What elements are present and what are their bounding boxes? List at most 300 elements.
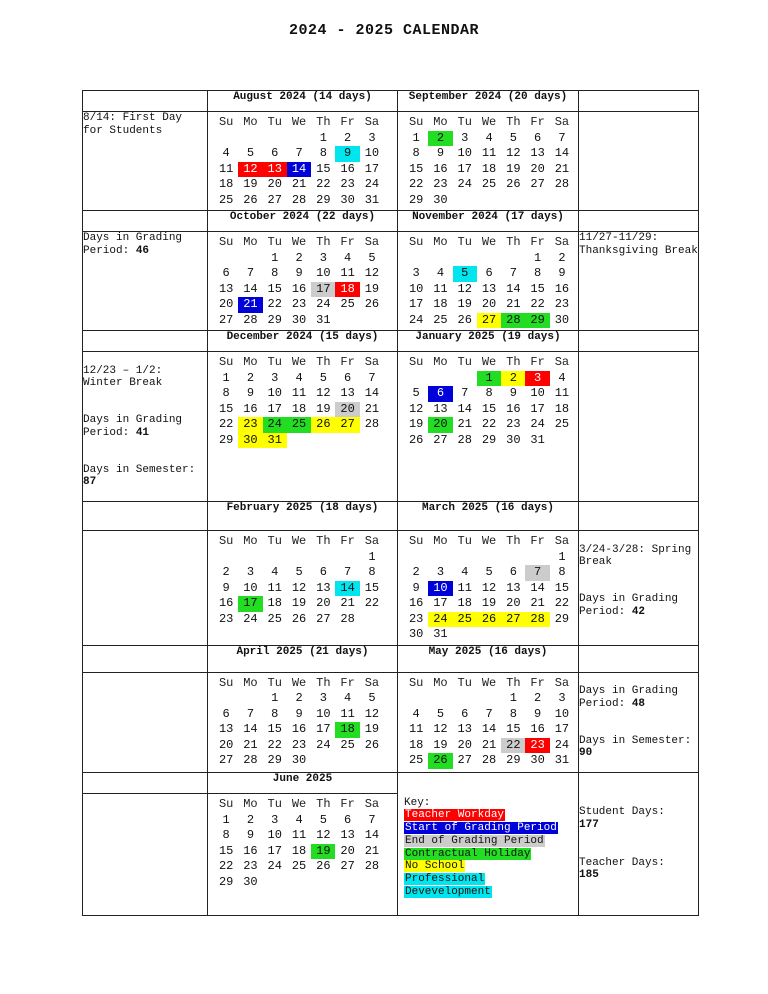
day-cell: 14	[364, 828, 380, 842]
day-cell: 14	[481, 722, 497, 736]
day-cell: 13	[506, 580, 521, 595]
blank-day	[238, 550, 262, 566]
note-label: Days in Semester:	[579, 734, 692, 747]
weekday-label: Su	[408, 355, 424, 369]
blank-day	[404, 251, 428, 267]
weekday-label: Su	[218, 355, 234, 369]
day-cell: 15	[530, 281, 545, 296]
weekday-label: Mo	[433, 115, 448, 129]
blank-day	[453, 691, 477, 707]
day-cell: 18	[291, 401, 307, 416]
legend-item	[404, 873, 574, 886]
day-cell: 20	[218, 737, 234, 752]
note-label: Days in Grading Period:	[83, 232, 183, 257]
note-winter-text: 12/23 – 1/2: Winter Break	[83, 364, 163, 389]
day-cell: 16	[433, 161, 448, 176]
weekday-label: Sa	[554, 534, 570, 548]
day-cell: 18	[335, 282, 359, 298]
legend-item	[404, 848, 574, 861]
day-cell: 27	[335, 417, 359, 433]
empty-cell	[579, 352, 699, 502]
day-cell: 2	[412, 565, 420, 579]
day-cell: 15	[267, 281, 282, 296]
blank-day	[477, 691, 501, 707]
day-cell: 18	[291, 843, 307, 858]
day-cell: 15	[481, 401, 497, 416]
day-cell: 22	[218, 859, 234, 873]
day-cell: 10	[267, 828, 282, 842]
blank-day	[453, 251, 477, 267]
blank-day	[238, 691, 262, 707]
day-cell: 23	[218, 611, 234, 626]
day-cell: 30	[530, 753, 545, 767]
day-cell: 8	[509, 706, 517, 721]
day-cell: 27	[477, 313, 501, 329]
month-grid-sep	[398, 112, 579, 211]
day-cell: 3	[271, 812, 279, 827]
day-cell: 11	[267, 580, 282, 595]
day-cell: 2	[246, 370, 255, 385]
blank-day	[477, 251, 501, 267]
day-cell: 21	[554, 161, 570, 176]
day-cell: 24	[316, 737, 331, 752]
note-first-day: 8/14: First Day for Students	[83, 112, 208, 211]
day-cell: 16	[291, 722, 307, 736]
day-cell: 16	[218, 596, 234, 610]
day-cell: 13	[481, 281, 497, 296]
day-cell: 15	[218, 843, 234, 858]
day-cell: 2	[295, 250, 303, 265]
weekday-label: Tu	[457, 235, 472, 249]
weekday-label: We	[291, 797, 307, 811]
day-cell: 1	[368, 549, 376, 564]
day-cell: 7	[246, 706, 255, 721]
day-cell: 18	[218, 177, 234, 191]
note-winter-break	[83, 352, 208, 502]
weekday-label: Fr	[340, 355, 355, 369]
day-cell: 19	[457, 297, 472, 311]
empty-cell	[83, 773, 208, 794]
day-cell: 7	[368, 812, 376, 827]
day-cell: 21	[364, 843, 380, 858]
day-cell: 19	[408, 417, 424, 431]
day-cell: 7	[344, 565, 352, 579]
day-cell: 30	[506, 432, 521, 447]
day-cell: 15	[554, 580, 570, 595]
day-cell: 9	[509, 386, 517, 400]
weekday-label: Tu	[267, 534, 282, 548]
weekday-label: Mo	[433, 675, 448, 690]
day-cell: 24	[428, 612, 452, 628]
blank-day	[501, 550, 525, 566]
blank-day	[525, 550, 549, 566]
day-cell: 30	[340, 192, 355, 207]
day-cell: 11	[457, 580, 472, 595]
day-cell: 13	[340, 828, 355, 842]
day-cell: 25	[554, 417, 570, 431]
day-cell: 6	[319, 565, 327, 579]
day-cell: 29	[267, 753, 282, 767]
day-cell: 10	[364, 146, 380, 160]
day-cell: 23	[554, 297, 570, 311]
day-cell: 11	[218, 161, 234, 176]
day-cell: 16	[506, 401, 521, 416]
day-cell: 12	[238, 162, 262, 178]
weekday-label: Su	[408, 115, 424, 129]
legend-swatch-label: Contractual Holiday	[405, 847, 531, 860]
weekday-label: Mo	[433, 235, 448, 249]
weekday-label: We	[481, 534, 497, 548]
day-cell: 7	[246, 266, 255, 280]
empty-cell	[83, 211, 208, 232]
weekday-label: Fr	[530, 675, 545, 690]
weekday-label: Fr	[530, 534, 545, 548]
weekday-label: Sa	[364, 355, 380, 369]
day-cell: 9	[534, 706, 542, 721]
day-cell: 27	[340, 859, 355, 873]
note-totals	[579, 794, 699, 916]
day-cell: 11	[554, 386, 570, 400]
weekday-label: Mo	[243, 235, 258, 249]
day-cell: 9	[436, 146, 445, 160]
day-cell: 21	[340, 596, 355, 610]
day-cell: 20	[340, 843, 355, 858]
month-header-may: May 2025 (16 days)	[398, 645, 579, 672]
day-cell: 6	[485, 266, 493, 280]
day-cell: 12	[481, 580, 497, 595]
weekday-label: We	[481, 115, 497, 129]
empty-cell	[579, 645, 699, 672]
weekday-label: Su	[408, 235, 424, 249]
day-cell: 25	[453, 612, 477, 628]
day-cell: 7	[525, 565, 549, 581]
month-grid-nov	[398, 232, 579, 331]
day-cell: 18	[335, 722, 359, 738]
day-cell: 12	[364, 706, 380, 721]
day-cell: 19	[506, 161, 521, 176]
day-cell: 30	[408, 627, 424, 641]
weekday-label: Th	[506, 115, 521, 129]
weekday-label: We	[291, 355, 307, 369]
weekday-label: Fr	[340, 675, 355, 690]
day-cell: 16	[243, 401, 258, 416]
blank-day	[287, 550, 311, 566]
day-cell: 31	[263, 433, 287, 449]
day-cell: 23	[506, 417, 521, 431]
day-cell: 11	[408, 722, 424, 736]
day-cell: 27	[267, 192, 282, 207]
day-cell: 10	[243, 580, 258, 595]
day-cell: 8	[485, 386, 493, 400]
day-cell: 26	[477, 612, 501, 628]
empty-cell	[579, 773, 699, 794]
day-cell: 11	[481, 146, 497, 160]
day-cell: 17	[267, 843, 282, 858]
day-cell: 2	[222, 565, 230, 579]
day-cell: 11	[291, 386, 307, 400]
day-cell: 24	[263, 417, 287, 433]
day-cell: 18	[554, 401, 570, 416]
day-cell: 14	[364, 386, 380, 400]
day-cell: 10	[530, 386, 545, 400]
day-cell: 21	[530, 596, 545, 610]
day-cell: 8	[319, 146, 327, 160]
day-cell: 2	[501, 371, 525, 387]
day-cell: 13	[340, 386, 355, 400]
day-cell: 14	[457, 401, 472, 416]
day-cell: 15	[267, 722, 282, 736]
day-cell: 26	[364, 297, 380, 311]
day-cell: 8	[222, 386, 230, 400]
day-cell: 23	[238, 417, 262, 433]
blank-day	[238, 251, 262, 267]
weekday-label: Su	[218, 797, 234, 811]
weekday-label: Su	[408, 534, 424, 548]
day-cell: 20	[428, 417, 452, 433]
blank-day	[214, 131, 238, 147]
day-cell: 1	[477, 371, 501, 387]
month-grid-apr	[208, 672, 398, 773]
month-header-apr: April 2025 (21 days)	[208, 645, 398, 672]
day-cell: 7	[509, 266, 517, 280]
day-cell: 19	[291, 596, 307, 610]
day-cell: 18	[267, 596, 282, 610]
day-cell: 22	[267, 297, 282, 311]
day-cell: 28	[554, 177, 570, 191]
day-cell: 2	[534, 691, 542, 705]
day-cell: 30	[243, 874, 258, 889]
day-cell: 2	[295, 691, 303, 705]
day-cell: 18	[481, 161, 497, 176]
weekday-label: Th	[506, 675, 521, 690]
day-cell: 12	[408, 401, 424, 416]
weekday-label: Mo	[243, 675, 258, 690]
weekday-label: Th	[506, 235, 521, 249]
weekday-label: Mo	[243, 115, 258, 129]
empty-cell	[83, 531, 208, 646]
blank-day	[214, 550, 238, 566]
day-cell: 4	[436, 266, 445, 280]
day-cell: 30	[238, 433, 262, 449]
day-cell: 10	[554, 706, 570, 721]
day-cell: 18	[457, 596, 472, 610]
weekday-label: We	[481, 235, 497, 249]
day-cell: 5	[485, 565, 493, 579]
weekday-label: Tu	[457, 115, 472, 129]
weekday-label: Tu	[457, 355, 472, 369]
note-value: 177	[579, 818, 599, 831]
month-header-oct: October 2024 (22 days)	[208, 211, 398, 232]
note-value: 42	[631, 605, 646, 618]
blank-day	[263, 131, 287, 147]
day-cell: 4	[461, 565, 469, 579]
day-cell: 24	[243, 611, 258, 626]
day-cell: 26	[506, 177, 521, 191]
weekday-label: We	[291, 675, 307, 690]
note-value: 48	[631, 697, 646, 710]
day-cell: 22	[267, 737, 282, 752]
weekday-label: Su	[218, 534, 234, 548]
day-cell: 30	[554, 312, 570, 327]
day-cell: 29	[506, 753, 521, 767]
day-cell: 22	[554, 596, 570, 610]
day-cell: 9	[295, 266, 303, 280]
day-cell: 1	[222, 812, 230, 827]
day-cell: 15	[506, 722, 521, 736]
day-cell: 9	[246, 386, 255, 400]
weekday-label: Mo	[243, 355, 258, 369]
blank-day	[428, 251, 452, 267]
day-cell: 3	[558, 691, 566, 705]
day-cell: 21	[291, 177, 307, 191]
weekday-label: Fr	[340, 235, 355, 249]
day-cell: 10	[457, 146, 472, 160]
day-cell: 28	[457, 432, 472, 447]
day-cell: 25	[481, 177, 497, 191]
weekday-label: We	[291, 235, 307, 249]
day-cell: 23	[291, 297, 307, 311]
blank-day	[477, 550, 501, 566]
day-cell: 7	[295, 146, 303, 160]
day-cell: 22	[530, 297, 545, 311]
day-cell: 3	[525, 371, 549, 387]
day-cell: 7	[485, 706, 493, 721]
weekday-label: Th	[316, 115, 331, 129]
blank-day	[404, 371, 428, 387]
day-cell: 1	[534, 250, 542, 265]
day-cell: 4	[558, 370, 566, 385]
day-cell: 2	[558, 250, 566, 265]
day-cell: 26	[428, 753, 452, 769]
weekday-label: Th	[506, 355, 521, 369]
weekday-label: Tu	[267, 235, 282, 249]
blank-day	[453, 371, 477, 387]
blank-day	[311, 550, 335, 566]
weekday-label: Su	[218, 235, 234, 249]
day-cell: 6	[222, 706, 230, 721]
day-cell: 29	[218, 432, 234, 447]
day-cell: 17	[311, 282, 335, 298]
day-cell: 24	[530, 417, 545, 431]
day-cell: 13	[218, 281, 234, 296]
day-cell: 19	[364, 722, 380, 736]
day-cell: 22	[408, 177, 424, 191]
day-cell: 8	[271, 706, 279, 721]
blank-day	[214, 251, 238, 267]
day-cell: 29	[481, 432, 497, 447]
day-cell: 16	[340, 161, 355, 176]
blank-day	[263, 550, 287, 566]
weekday-label: Tu	[267, 675, 282, 690]
day-cell: 13	[530, 146, 545, 160]
day-cell: 14	[243, 281, 258, 296]
weekday-label: We	[481, 675, 497, 690]
month-header-jun: June 2025	[208, 773, 398, 794]
day-cell: 8	[222, 828, 230, 842]
day-cell: 17	[433, 596, 448, 610]
day-cell: 20	[218, 297, 234, 311]
month-grid-jun	[208, 794, 398, 916]
day-cell: 28	[501, 313, 525, 329]
weekday-label: Th	[316, 355, 331, 369]
day-cell: 23	[408, 611, 424, 626]
day-cell: 29	[525, 313, 549, 329]
day-cell: 25	[433, 312, 448, 327]
legend-title: Key:	[404, 796, 431, 809]
day-cell: 14	[243, 722, 258, 736]
blank-day	[335, 550, 359, 566]
month-grid-feb	[208, 531, 398, 646]
day-cell: 25	[340, 297, 355, 311]
day-cell: 28	[291, 192, 307, 207]
day-cell: 21	[364, 401, 380, 416]
legend-item	[404, 835, 574, 848]
weekday-label: Sa	[364, 235, 380, 249]
day-cell: 6	[534, 130, 542, 145]
day-cell: 3	[461, 130, 469, 145]
day-cell: 19	[364, 281, 380, 296]
day-cell: 14	[287, 162, 311, 178]
empty-cell	[83, 502, 208, 531]
day-cell: 28	[364, 859, 380, 873]
day-cell: 26	[316, 859, 331, 873]
day-cell: 1	[222, 370, 230, 385]
day-cell: 26	[243, 192, 258, 207]
day-cell: 11	[340, 266, 355, 280]
weekday-label: Fr	[530, 235, 545, 249]
weekday-label: Th	[316, 797, 331, 811]
day-cell: 25	[218, 192, 234, 207]
day-cell: 10	[408, 281, 424, 296]
day-cell: 4	[412, 706, 420, 721]
day-cell: 11	[340, 706, 355, 721]
day-cell: 29	[408, 192, 424, 207]
day-cell: 21	[457, 417, 472, 431]
day-cell: 26	[311, 417, 335, 433]
day-cell: 29	[316, 192, 331, 207]
day-cell: 17	[267, 401, 282, 416]
day-cell: 22	[481, 417, 497, 431]
day-cell: 26	[291, 611, 307, 626]
day-cell: 4	[344, 691, 352, 705]
month-header-nov: November 2024 (17 days)	[398, 211, 579, 232]
weekday-label: Sa	[554, 235, 570, 249]
weekday-label: We	[291, 115, 307, 129]
day-cell: 9	[335, 146, 359, 162]
note-grading-period-1	[83, 232, 208, 331]
month-grid-may	[398, 672, 579, 773]
day-cell: 28	[481, 753, 497, 767]
day-cell: 16	[530, 722, 545, 736]
day-cell: 23	[243, 859, 258, 873]
day-cell: 2	[428, 131, 452, 147]
legend-item	[404, 886, 574, 899]
day-cell: 4	[222, 146, 230, 160]
day-cell: 26	[364, 737, 380, 752]
month-header-dec: December 2024 (15 days)	[208, 331, 398, 352]
day-cell: 23	[340, 177, 355, 191]
day-cell: 26	[408, 432, 424, 447]
day-cell: 27	[218, 753, 234, 767]
day-cell: 12	[364, 266, 380, 280]
weekday-label: Mo	[243, 797, 258, 811]
legend	[398, 794, 579, 916]
day-cell: 18	[433, 297, 448, 311]
day-cell: 10	[267, 386, 282, 400]
empty-cell	[83, 645, 208, 672]
legend-item	[404, 822, 574, 835]
month-grid-dec	[208, 352, 398, 502]
